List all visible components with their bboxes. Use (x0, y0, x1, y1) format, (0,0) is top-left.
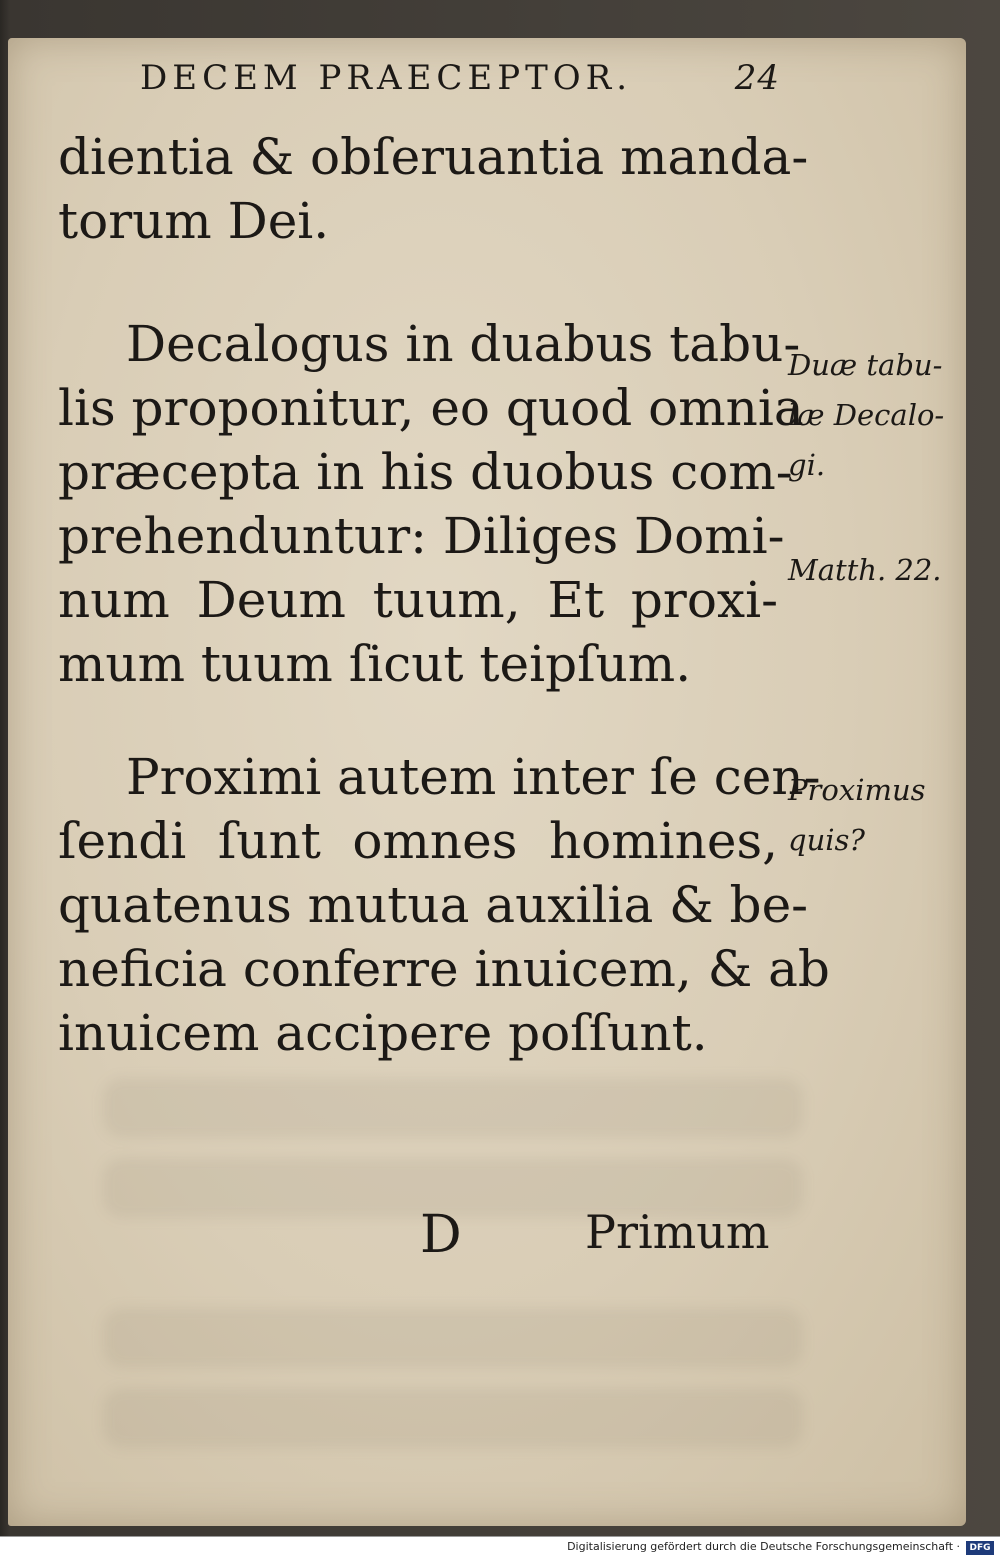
text-line: Proximi autem inter ſe cen- (126, 748, 821, 806)
dfg-logo: DFG (966, 1541, 994, 1555)
running-header (140, 58, 780, 108)
marginal-line: gi. (788, 448, 826, 482)
marginal-line: læ Decalo- (788, 398, 945, 432)
text-line: Decalogus in duabus tabu- (126, 315, 801, 373)
text-line: mum tuum ſicut teipſum. (58, 635, 692, 693)
text-line: ſendi ſunt omnes homines, (58, 812, 778, 870)
text-line: num Deum tuum, Et proxi- (58, 571, 778, 629)
marginal-line: Duæ tabu- (788, 348, 943, 382)
show-through-text (103, 1078, 803, 1138)
running-title: DECEM PRAECEPTOR. (140, 58, 633, 98)
text-line: torum Dei. (58, 192, 330, 250)
text-line: lis proponitur, eo quod omnia (58, 379, 804, 437)
marginal-line: quis? (788, 823, 865, 857)
text-line: quatenus mutua auxilia & be- (58, 876, 809, 934)
text-line: neficia conferre inuicem, & ab (58, 940, 830, 998)
digitization-credit-bar (0, 1536, 1000, 1560)
marginal-note-matthew (788, 545, 963, 595)
paragraph-2 (58, 312, 804, 696)
show-through-text (103, 1388, 803, 1448)
paragraph-1 (58, 125, 809, 253)
signature-mark: D (420, 1205, 462, 1265)
text-line: inuicem accipere poſſunt. (58, 1004, 708, 1062)
show-through-text (103, 1308, 803, 1368)
page-number: 24 (734, 58, 780, 98)
text-line: dientia & obſeruantia manda- (58, 128, 809, 186)
text-line: præcepta in his duobus com- (58, 443, 793, 501)
catchword: Primum (585, 1205, 770, 1259)
marginal-note-tabulae (788, 340, 963, 490)
marginal-line: Matth. 22. (788, 553, 942, 587)
text-line: prehenduntur: Diliges Domi- (58, 507, 785, 565)
marginal-note-proximus (788, 765, 963, 865)
credit-text: Digitalisierung gefördert durch die Deutsche Forschungsgemeinschaft · (567, 1540, 960, 1553)
marginal-line: Proximus (788, 773, 926, 807)
